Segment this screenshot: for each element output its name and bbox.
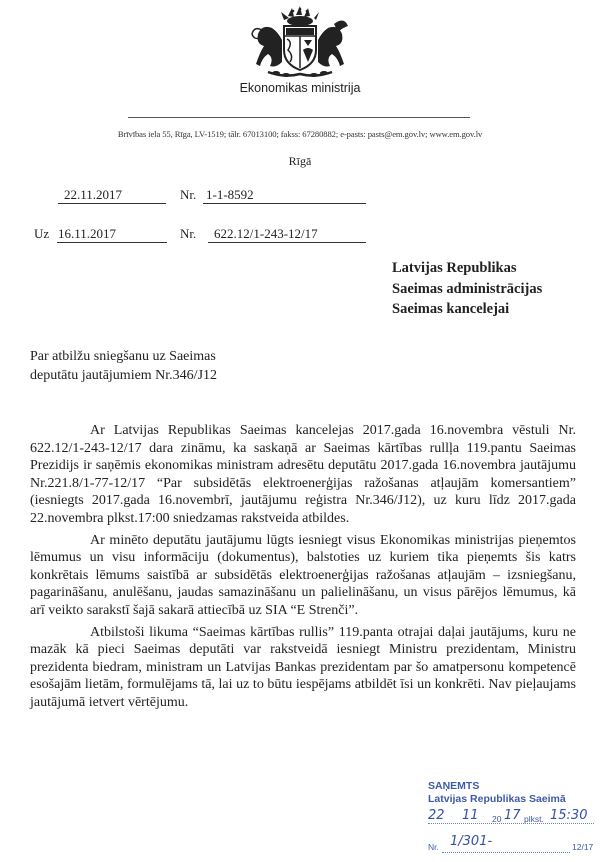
subject-block [30,347,217,385]
document-date-underline [58,203,166,204]
subject-line: deputātu jautājumiem Nr.346/J12 [30,368,218,383]
stamp-organization: Latvijas Republikas Saeimā [428,793,566,805]
stamp-month: 11 [462,808,479,823]
received-stamp [426,776,600,862]
city-label: Rīgā [288,154,312,168]
stamp-number-row [428,834,596,856]
header-divider [128,117,470,118]
body-paragraph: Ar minēto deputātu jautājumu lūgts iesniegt visus Ekonomikas ministrijas pieņemtos lēmumus un visu informāciju (dokumentus), balstoties uz kuriem tika pieņemts šis katrs konkrētais lēmums saistībā ar subsidētās elektroenerģijas ražošanas atļaujām – izsniegšanu, pagarināšanu, anulēšanu, jaudas samazināšanu un palielināšanu, un visus pārējos lēmumus, kā arī veikto sarakstī šajā sakarā attiecībā uz SIA “E Strenči”. [30,532,576,618]
reply-to-label: Uz [34,226,50,241]
stamp-number: 1/301- [450,834,493,849]
stamp-time: 15:30 [550,808,588,823]
stamp-title: SAŅEMTS [428,780,480,792]
stamp-year-prefix: 20 [492,814,502,824]
reply-to-number: 622.12/1-243-12/17 [214,226,318,241]
recipient-line: Latvijas Republikas [392,260,517,276]
document-date: 22.11.2017 [64,187,123,202]
contact-line: Brīvības iela 55, Rīga, LV-1519; tālr. 67013100; fakss: 67280882; e-pasts: pasts@em.gov.lv; www.em.gov.lv [117,129,483,139]
reply-to-number-underline [208,242,366,243]
document-number: 1-1-8592 [206,187,254,202]
stamp-year-suffix: 17 [504,808,521,823]
stamp-time-label: plkst. [524,814,544,824]
reply-to-number-label: Nr. [180,226,197,241]
reply-to-date: 16.11.2017 [58,226,117,241]
letter-body [30,422,576,716]
subject-line: Par atbilžu sniegšanu uz Saeimas [30,349,216,364]
ministry-name: Ekonomikas ministrija [239,81,361,95]
stamp-dotted-line [428,823,594,824]
reply-to-date-underline [57,242,167,243]
document-number-underline [203,203,366,204]
document-number-label: Nr. [180,187,197,202]
recipient-line: Saeimas administrācijas [392,280,543,297]
recipient-block [392,258,542,320]
stamp-day: 22 [428,808,445,823]
coat-of-arms-icon [248,6,352,80]
stamp-number-suffix: 12/17 [572,842,594,852]
body-paragraph: Ar Latvijas Republikas Saeimas kancelejas 2017.gada 16.novembra vēstuli Nr. 622.12/1-243-12/17 dara zināmu, ka saskaņā ar Saeimas kārtības rullļa 119.pantu Saeimas Prezidijs ir saņēmis ekonomikas ministram adresētu deputātu 2017.gada 16.novembra jautājumu Nr.221.8/1-77-12/17 “Par subsidētās elektroenerģijas ražošanas atļaujām komersantiem” (iesniegts 2017.gada 16.novembrī, jautājumu reģistra Nr.346/J12), uz kuru līdz 2017.gada 22.novembra plkst.17:00 sniedzamas rakstveida atbildes. [30,423,576,526]
body-paragraph: Atbilstoši likuma “Saeimas kārtības rullis” 119.panta otrajai daļai jautājums, kuru ne mazāk kā pieci Saeimas deputāti var rakstveidā iesniegt Ministru prezidentam, Ministru prezidenta biedram, ministram un Latvijas Bankas prezidentam par šo amatpersonu kompetencē esošajām lietām, formulējams tā, lai uz to būtu iespējams atbildēt īsi un konkrēti. Nav pieļaujams jautājumā ietvert vērtējumu. [30,624,576,710]
stamp-dotted-line [442,852,570,853]
recipient-line: Saeimas kancelejai [392,301,510,317]
stamp-number-label: Nr. [428,842,439,852]
stamp-date-row [428,808,596,830]
